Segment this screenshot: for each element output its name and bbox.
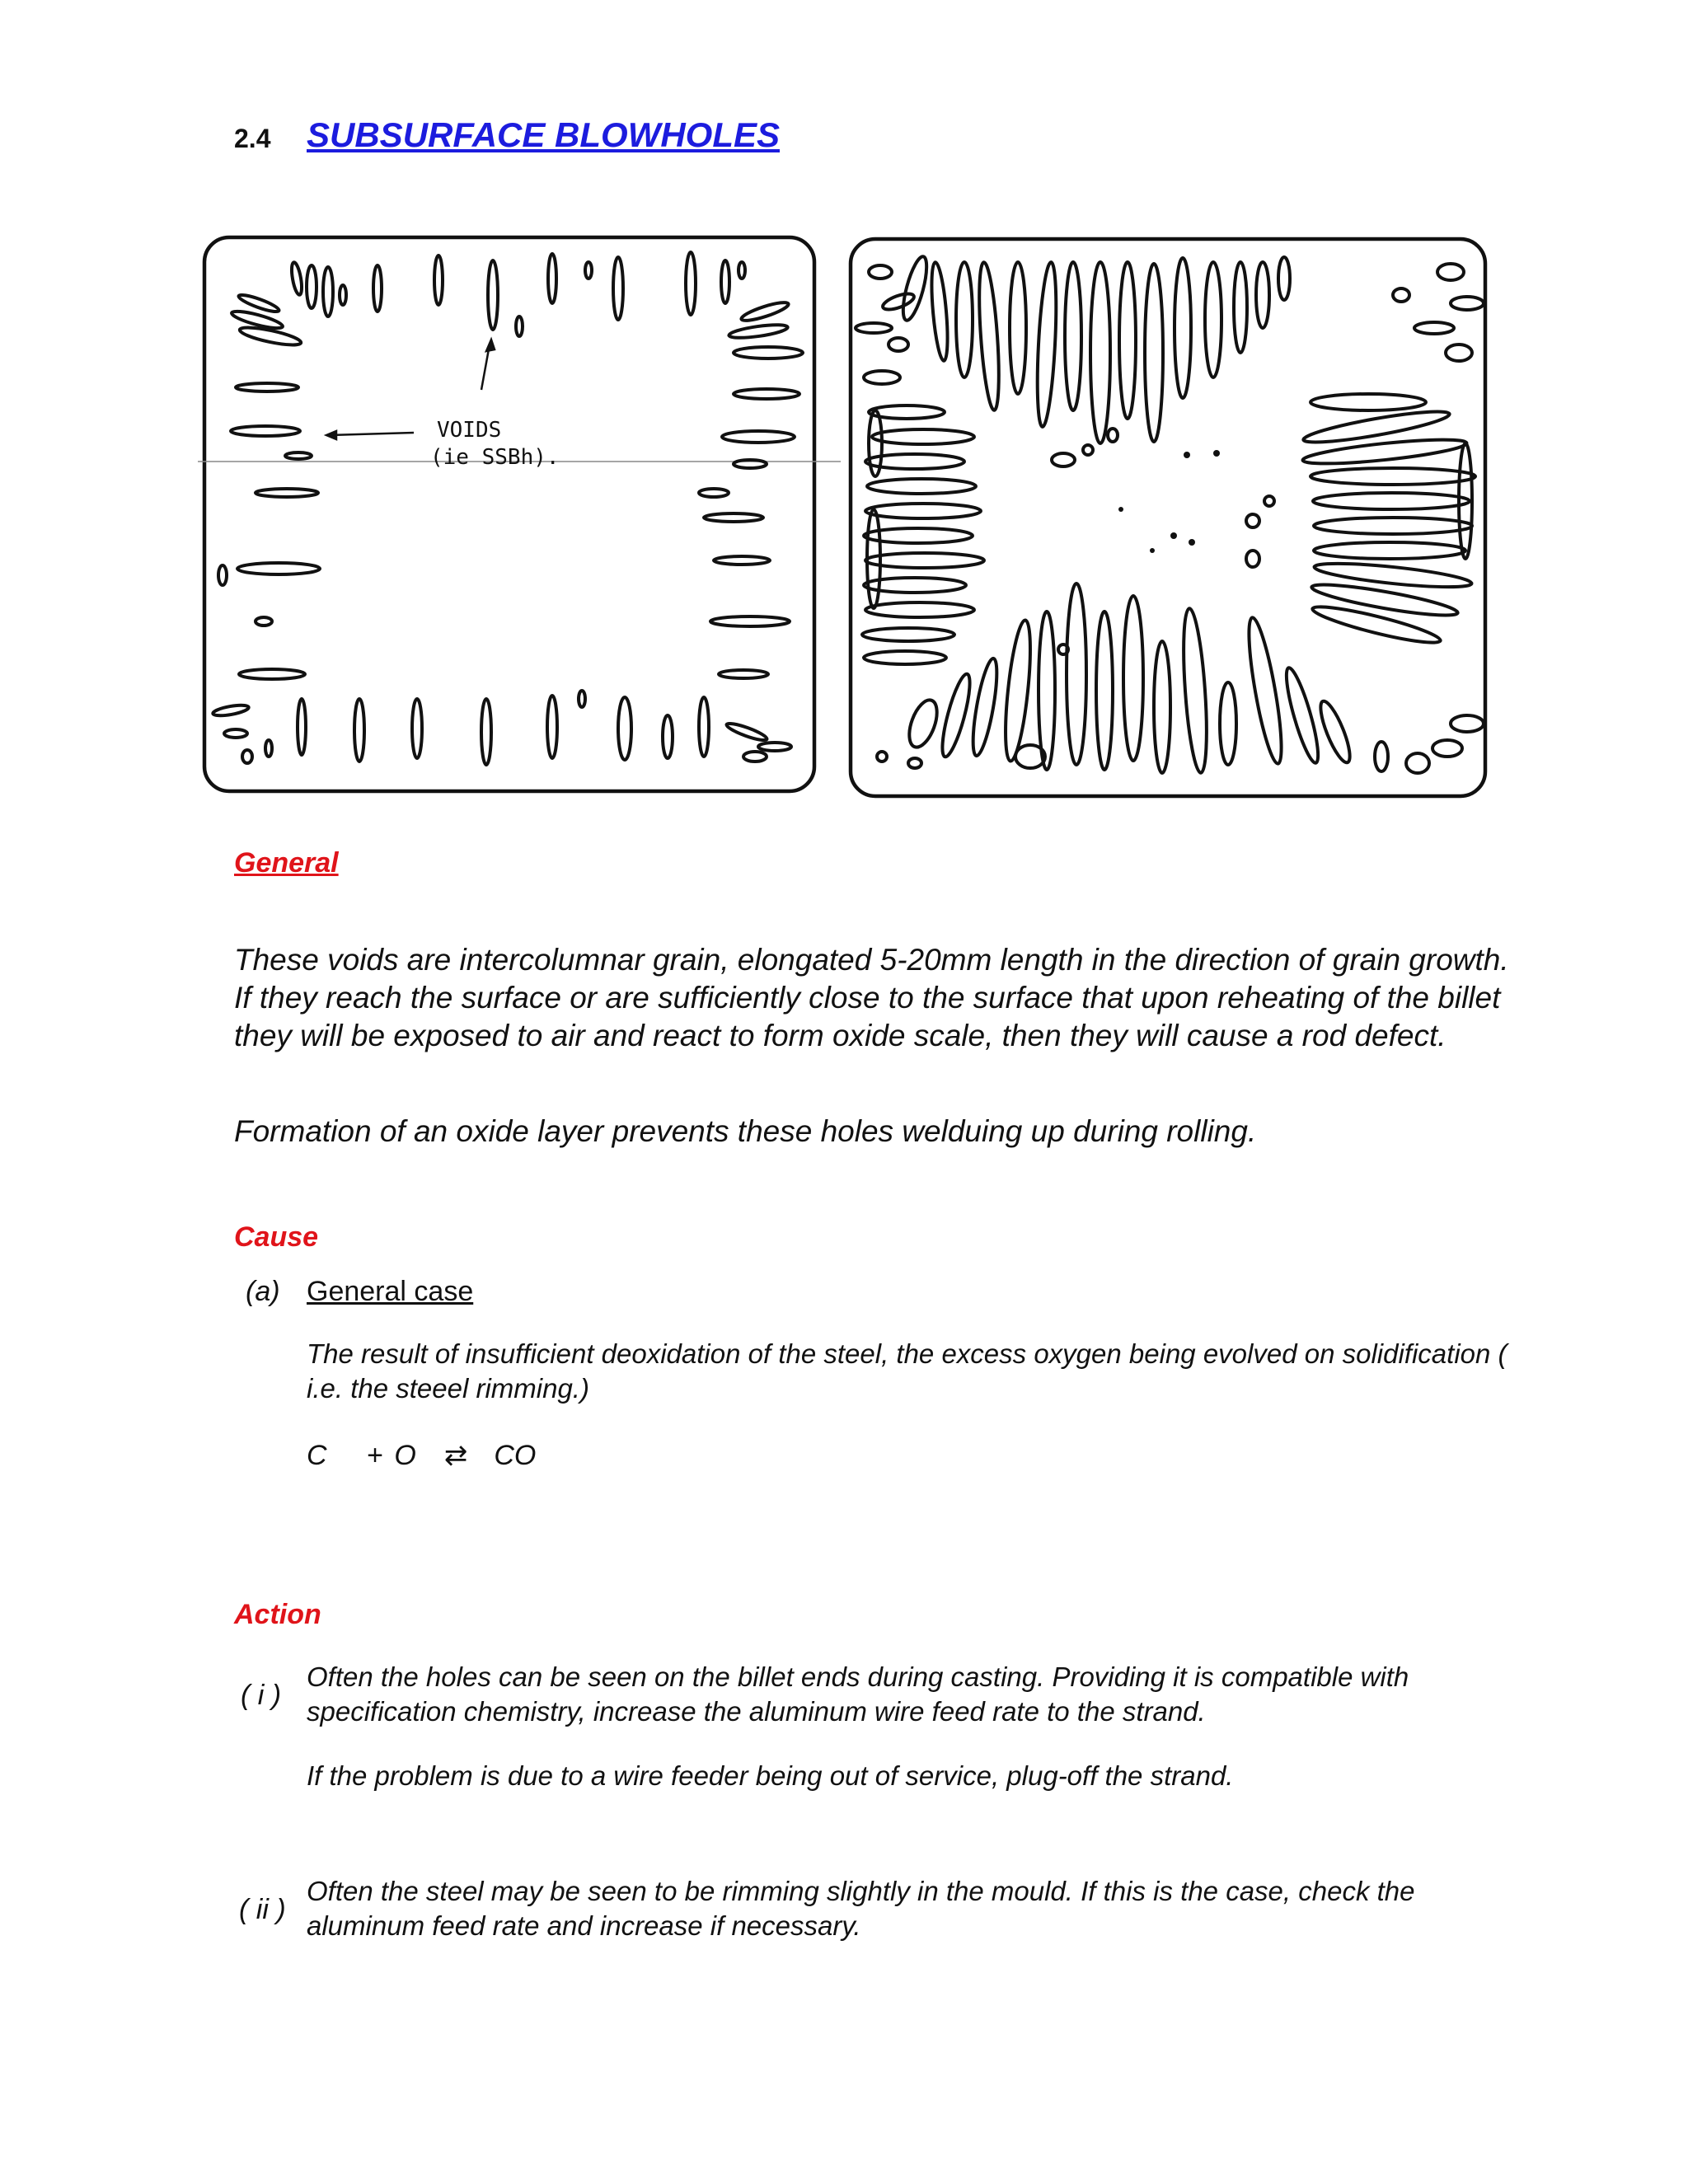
action-item-2-line-1: Often the steel may be seen to be rimming slightly in the mould. If this is the case, check the	[307, 1876, 1415, 1906]
billet-cross-section-figure	[198, 229, 1500, 806]
general-paragraph-1-line-2: If they reach the surface or are sufficiently close to the surface that upon reheating of the billet	[234, 981, 1501, 1015]
equation-plus: +	[366, 1440, 383, 1471]
left-billet-voids	[212, 252, 803, 765]
equation-carbon: C	[307, 1440, 327, 1471]
cause-item-label: (a)	[246, 1276, 280, 1307]
section-title: SUBSURFACE BLOWHOLES	[307, 115, 781, 154]
general-paragraph-2: Formation of an oxide layer prevents these holes welduing up during rolling.	[234, 1114, 1257, 1148]
action-item-1-label: ( i )	[241, 1680, 282, 1711]
equation-oxygen: O	[394, 1440, 416, 1471]
general-heading: General	[234, 847, 339, 879]
action-item-2-line-2: aluminum feed rate and increase if necessary.	[307, 1910, 861, 1941]
general-paragraph-1-line-1: These voids are intercolumnar grain, elongated 5-20mm length in the direction of grain growth.	[234, 943, 1509, 977]
cause-text-line-1: The result of insufficient deoxidation of the steel, the excess oxygen being evolved on solidification (	[307, 1338, 1507, 1369]
action-item-1-line-1: Often the holes can be seen on the billet ends during casting. Providing it is compatible with	[307, 1661, 1409, 1692]
action-item-1-extra: If the problem is due to a wire feeder being out of service, plug-off the strand.	[307, 1760, 1234, 1791]
right-billet-voids	[856, 255, 1484, 774]
cause-text-line-2: i.e. the steeel rimming.)	[307, 1373, 589, 1404]
general-paragraph-1	[234, 941, 1553, 1055]
action-heading: Action	[234, 1599, 321, 1630]
voids-annotation-line1: VOIDS	[437, 418, 502, 443]
action-item-2-label: ( ii )	[239, 1894, 286, 1925]
cause-heading: Cause	[234, 1221, 319, 1253]
reaction-equation	[307, 1439, 536, 1472]
action-item-1-line-2: specification chemistry, increase the aluminum wire feed rate to the strand.	[307, 1696, 1206, 1727]
action-item-2-text	[307, 1874, 1535, 1943]
voids-annotation-line2: (ie SSBh).	[430, 445, 560, 470]
cause-text	[307, 1337, 1535, 1406]
action-item-1-text	[307, 1660, 1535, 1729]
section-number: 2.4	[234, 124, 271, 153]
general-paragraph-1-line-3: they will be exposed to air and react to form oxide scale, then they will cause a rod defect.	[234, 1019, 1447, 1052]
cause-item-title: General case	[307, 1276, 474, 1307]
equation-co: CO	[494, 1440, 537, 1471]
equilibrium-arrow-icon: ⇄	[443, 1439, 468, 1472]
